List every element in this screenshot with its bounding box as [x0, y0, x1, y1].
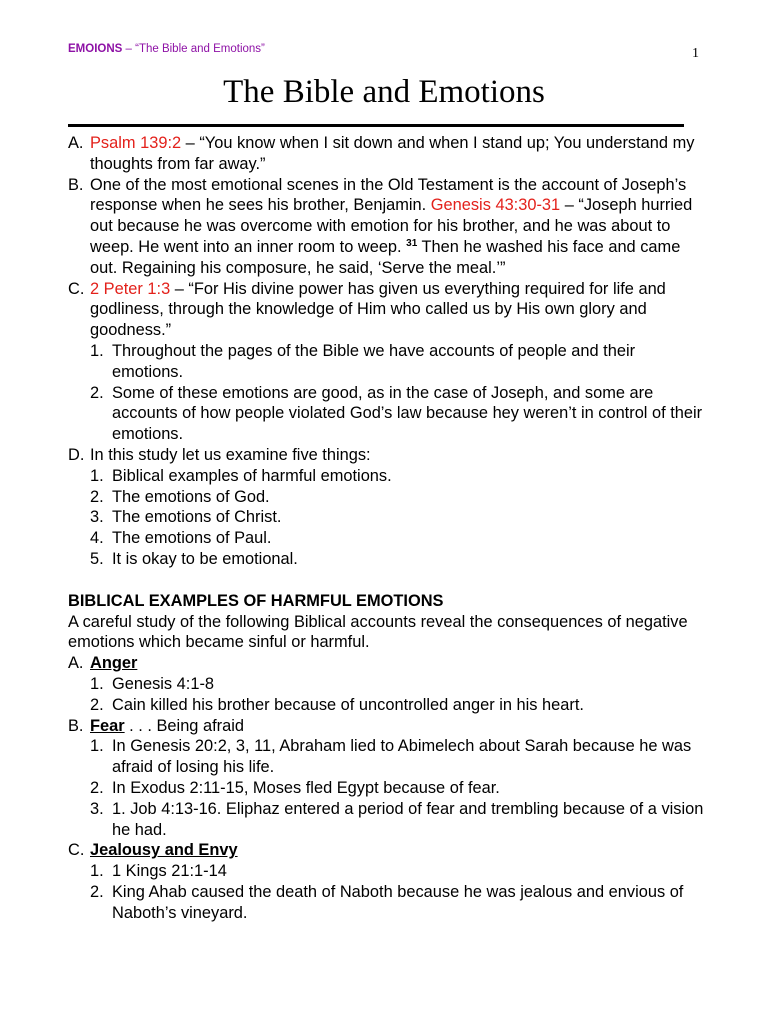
- sub-text: Biblical examples of harmful emotions.: [112, 466, 392, 485]
- section-item-a: [68, 653, 708, 674]
- sub-marker: 3.: [90, 508, 104, 527]
- sub-text: 1 Kings 21:1-14: [112, 862, 227, 881]
- sub-text: In Genesis 20:2, 3, 11, Abraham lied to Abimelech about Sarah because he was afraid of losing his life.: [112, 737, 692, 777]
- sub-item: [68, 736, 708, 778]
- sub-item: [68, 341, 708, 383]
- section-item-c: [68, 840, 708, 861]
- sub-item: [68, 882, 708, 924]
- header-subtitle: “The Bible and Emotions”: [135, 43, 265, 55]
- sub-marker: 3.: [90, 799, 104, 818]
- sub-item: [68, 695, 708, 716]
- sub-text: 1. Job 4:13-16. Eliphaz entered a period of fear and trembling because of a vision he had.: [112, 799, 704, 839]
- intro-item-b: [68, 175, 708, 279]
- sub-text: The emotions of Paul.: [112, 529, 272, 548]
- intro-item-d: [68, 445, 708, 466]
- sub-text: The emotions of Christ.: [112, 508, 282, 527]
- intro-item-c: [68, 279, 708, 341]
- section-heading: BIBLICAL EXAMPLES OF HARMFUL EMOTIONS: [68, 591, 444, 610]
- sub-marker: 2.: [90, 487, 104, 506]
- item-marker: A.: [68, 134, 84, 152]
- sub-marker: 5.: [90, 549, 104, 568]
- sub-marker: 1.: [90, 737, 104, 756]
- sub-text: Genesis 4:1-8: [112, 674, 215, 693]
- sub-item: [68, 383, 708, 445]
- scripture-ref: Genesis 43:30-31: [430, 196, 561, 215]
- item-text: Then he washed his face and came out. Regaining his composure, he said, ‘Serve the meal.’”: [90, 237, 681, 277]
- running-header: [68, 43, 708, 63]
- sub-item: [68, 861, 708, 882]
- section-intro: A careful study of the following Biblical accounts reveal the consequences of negative emotions which became sinful or harmful.: [68, 612, 688, 652]
- sub-text: Some of these emotions are good, as in the case of Joseph, and some are accounts of how people violated God’s law because hey weren’t in control of their emotions.: [112, 383, 703, 444]
- emotion-label: Fear: [90, 716, 125, 735]
- sub-item: [68, 778, 708, 799]
- item-marker: B.: [68, 175, 84, 194]
- sub-marker: 2.: [90, 882, 104, 901]
- sub-text: King Ahab caused the death of Naboth because he was jealous and envious of Naboth’s vineyard.: [112, 882, 684, 922]
- sub-marker: 2.: [90, 778, 104, 797]
- sub-marker: 4.: [90, 529, 104, 548]
- sub-item: [68, 466, 708, 487]
- page-number: 1: [692, 46, 699, 61]
- header-separator: –: [122, 43, 136, 55]
- section-item-b: [68, 716, 708, 737]
- item-text: – “Joseph hurried out because he was overcome with emotion for his brother, and he was about to weep. He went into an inner room to weep.: [90, 196, 693, 256]
- title-rule: [68, 124, 684, 127]
- sub-marker: 2.: [90, 695, 104, 714]
- sub-text: In Exodus 2:11-15, Moses fled Egypt because of fear.: [112, 778, 500, 797]
- document-body: [68, 133, 708, 923]
- emotion-label: Anger: [90, 654, 138, 673]
- intro-item-a: [68, 133, 708, 175]
- header-topic: EMOIONS: [68, 43, 123, 55]
- sub-text: Cain killed his brother because of uncontrolled anger in his heart.: [112, 695, 584, 714]
- sub-marker: 1.: [90, 862, 104, 881]
- sub-marker: 2.: [90, 383, 104, 402]
- sub-marker: 1.: [90, 341, 104, 360]
- item-marker: D.: [68, 445, 85, 464]
- sub-item: [68, 487, 708, 508]
- verse-number: 31: [406, 237, 418, 249]
- sub-text: Throughout the pages of the Bible we have accounts of people and their emotions.: [112, 341, 636, 381]
- item-marker: A.: [68, 654, 84, 673]
- sub-marker: 1.: [90, 466, 104, 485]
- sub-text: It is okay to be emotional.: [112, 549, 298, 568]
- item-text: In this study let us examine five things:: [90, 445, 371, 464]
- sub-item: [68, 507, 708, 528]
- item-text: – “You know when I sit down and when I stand up; You understand my thoughts from far away.”: [90, 134, 695, 173]
- scripture-ref: 2 Peter 1:3: [90, 279, 171, 298]
- emotion-label: Jealousy and Envy: [90, 841, 238, 860]
- sub-item: [68, 674, 708, 695]
- item-marker: C.: [68, 279, 85, 298]
- sub-text: The emotions of God.: [112, 487, 270, 506]
- item-text: One of the most emotional scenes in the Old Testament is the account of Joseph’s response when he sees his brother, Benjamin.: [90, 175, 687, 215]
- item-text: – “For His divine power has given us everything required for life and godliness, through the knowledge of Him who called us by His own glory and goodness.”: [90, 279, 666, 340]
- item-text: . . . Being afraid: [124, 716, 244, 735]
- sub-item: [68, 528, 708, 549]
- scripture-ref: Psalm 139:2: [90, 134, 182, 152]
- page-title: The Bible and Emotions: [223, 74, 545, 110]
- item-marker: B.: [68, 716, 84, 735]
- sub-item: [68, 549, 708, 570]
- sub-item: [68, 799, 708, 841]
- item-marker: C.: [68, 841, 85, 860]
- sub-marker: 1.: [90, 674, 104, 693]
